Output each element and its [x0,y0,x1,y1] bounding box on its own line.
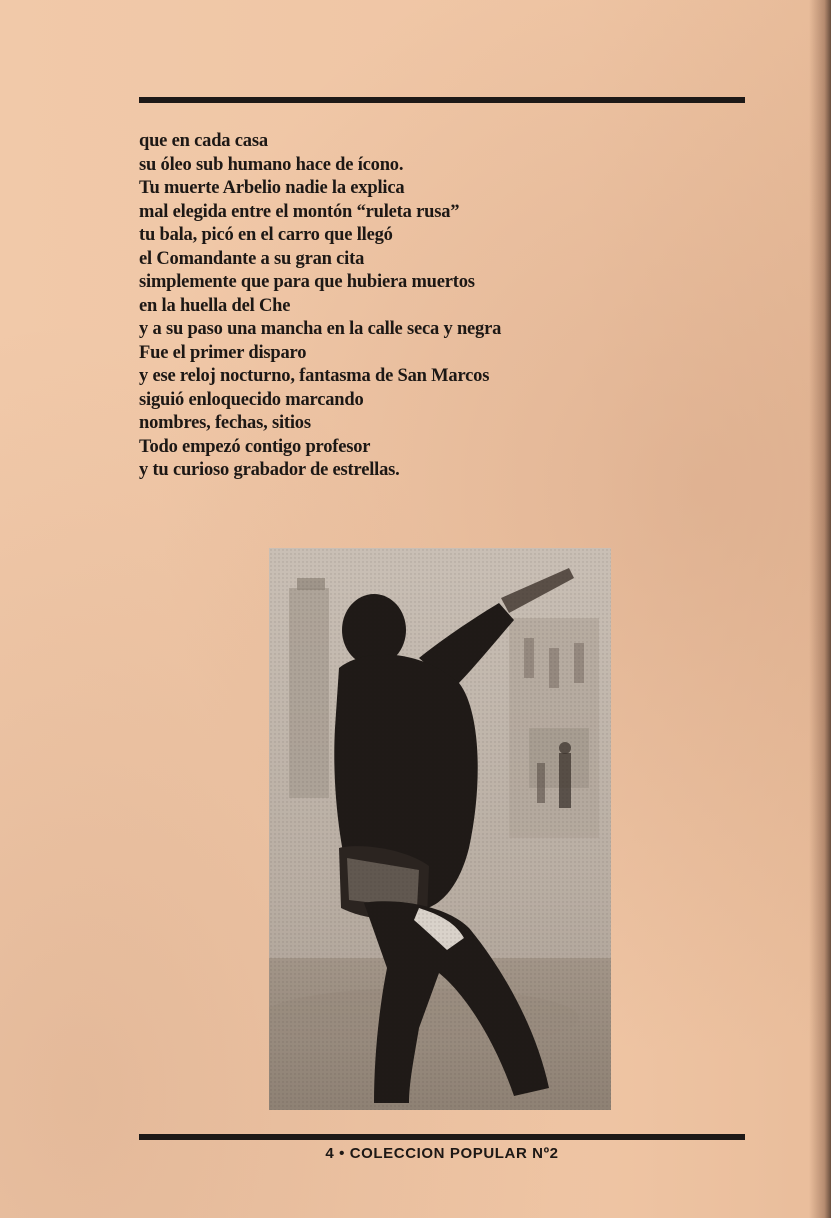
poem-line: el Comandante a su gran cita [139,248,365,269]
poem-line: Tu muerte Arbelio nadie la explica [139,178,405,198]
poem-line: y tu curioso grabador de estrellas. [139,460,400,480]
poem-line: que en cada casa [139,131,268,151]
poem-line: su óleo sub humano hace de ícono. [139,154,404,175]
poem-line: y ese reloj nocturno, fantasma de San Marcos [139,366,490,386]
poem-line: Fue el primer disparo [139,342,307,363]
poem-line: simplemente que para que hubiera muertos [139,272,475,292]
photo-man-throwing-image [269,548,611,1110]
poem-line: siguió enloquecido marcando [139,389,364,410]
bottom-rule [139,1134,745,1140]
poem-line: y a su paso una mancha en la calle seca y negra [139,319,502,339]
halftone-photo [269,548,611,1110]
poem-text [139,130,559,483]
poem-line: nombres, fechas, sitios [139,413,311,433]
poem-line: mal elegida entre el montón “ruleta rusa” [139,201,460,222]
poem-line: tu bala, picó en el carro que llegó [139,225,393,245]
poem-line: en la huella del Che [139,295,291,316]
top-rule [139,97,745,103]
page-spine-shadow [809,0,831,1218]
poem-line: Todo empezó contigo profesor [139,436,371,457]
page-footer: 4 • COLECCION POPULAR Nº2 [325,1145,559,1162]
